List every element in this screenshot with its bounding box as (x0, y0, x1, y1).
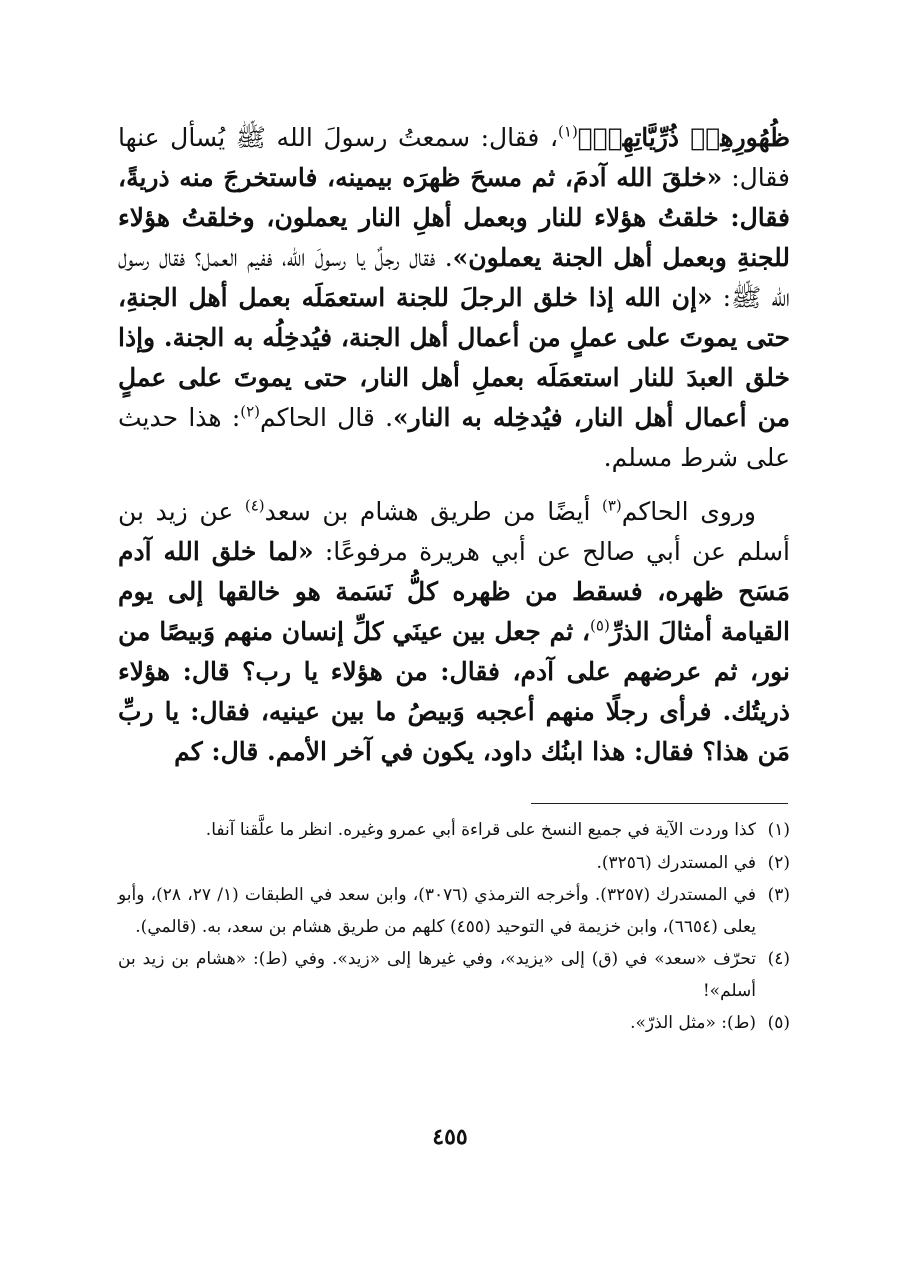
main-text (118, 118, 790, 772)
page-number: ٤٥٥ (432, 1124, 468, 1150)
hakim-narration: وروى الحاكم (621, 497, 756, 526)
footnote-number: (٢) (767, 852, 790, 873)
footnote-number: (٤) (767, 949, 790, 969)
footnote-divider (531, 803, 788, 804)
footnote-1 (118, 815, 790, 847)
paragraph-2 (118, 492, 790, 772)
footnote-text: (ط): «مثل الذرّ». (630, 1013, 756, 1033)
footnote-text: في المستدرك (٣٢٥٦). (596, 852, 756, 873)
hadith-quote-3-continued: ، ثم جعل بين عينَي كلِّ إنسان منهم وَبيصًا من نور، ثم عرضهم على آدم، فقال: من هؤلاء يا رب؟ قال: هؤلاء ذريتُك. فرأى رجلًا منهم أعجبه وَبيصُ ما بين عينيه، فقال: يا ربِّ مَن هذا؟ فقال: هذا ابنُك داود، يكون في آخر الأمم. قال: كم (118, 617, 790, 766)
footnote-ref-5: (٥) (590, 616, 610, 635)
footnote-5 (118, 1008, 790, 1040)
chain-continued: عن زيد بن أسلم عن أبي صالح عن أبي هريرة مرفوعًا: (118, 497, 790, 566)
footnote-4 (118, 944, 790, 1007)
paragraph-1 (118, 118, 790, 478)
hakim-comment: . قال الحاكم (260, 403, 394, 432)
narration-intro: ، فقال: سمعتُ رسولَ الله ﷺ يُسأل عنها فقال: (118, 123, 791, 192)
hadith-quote-3: «لما خلق الله آدم مَسَح ظهره، فسقط من ظهره كلُّ نَسَمة هو خالقها إلى يوم القيامة أمثالَ الذرِّ (118, 537, 790, 646)
hadith-quote-1: «خلقَ الله آدمَ، ثم مسحَ ظهرَه بيمينه، فاستخرجَ منه ذريةً، فقال: خلقتُ هؤلاء للنار وبعمل أهلِ النار يعملون، وخلقتُ هؤلاء للجنةِ وبعمل أهل الجنة يعملون» (118, 163, 790, 272)
narration-question: . فقال رجلٌ يا رسولَ الله، ففيم العمل؟ فقال رسول الله ﷺ: (118, 243, 790, 312)
footnote-2 (118, 848, 790, 880)
footnote-3 (118, 880, 790, 943)
page-body (118, 118, 790, 772)
hadith-quote-2: «إن الله إذا خلق الرجلَ للجنة استعمَلَه بعمل أهل الجنةِ، حتى يموتَ على عملٍ من أعمال أهل الجنة، فيُدخِلُه به الجنة. وإذا خلق العبدَ للنار استعمَلَه بعملِ أهل النار، حتى يموتَ على عملٍ من أعمال أهل النار، فيُدخِله به النار» (118, 283, 791, 432)
footnote-number: (٥) (767, 1013, 790, 1033)
footnotes (118, 815, 790, 1041)
footnote-text: في المستدرك (٣٢٥٧). وأخرجه الترمذي (٣٠٧٦)، وابن سعد في الطبقات (١/ ٢٧، ٢٨)، وأبو يعلى (٦٦٥٤)، وابن خزيمة في التوحيد (٤٥٥) كلهم من طريق هشام بن سعد، به. (قالمي). (118, 885, 756, 937)
footnote-ref-4: (٤) (244, 496, 265, 515)
footnote-number: (١) (767, 820, 790, 840)
footnote-text: كذا وردت الآية في جميع النسخ على قراءة أبي عمرو وغيره. انظر ما علَّقنا آنفا. (205, 820, 756, 840)
footnote-ref-2: (٢) (240, 402, 261, 421)
footnote-ref-1: (١) (558, 122, 578, 141)
chain-text: أيضًا من طريق هشام بن سعد (264, 497, 602, 526)
footnote-number: (٣) (767, 885, 790, 905)
quran-verse: ظُهُورِهِمۡ ذُرِّيَّاتِهِمۡ﴾ (577, 123, 790, 152)
footnote-text: تحرّف «سعد» في (ق) إلى «يزيد»، وفي غيرها إلى «زيد». وفي (ط): «هشام بن زيد بن أسلم»! (118, 949, 756, 1001)
hakim-verdict: : هذا حديث على شرط مسلم. (118, 403, 790, 472)
footnote-ref-3: (٣) (601, 496, 622, 515)
